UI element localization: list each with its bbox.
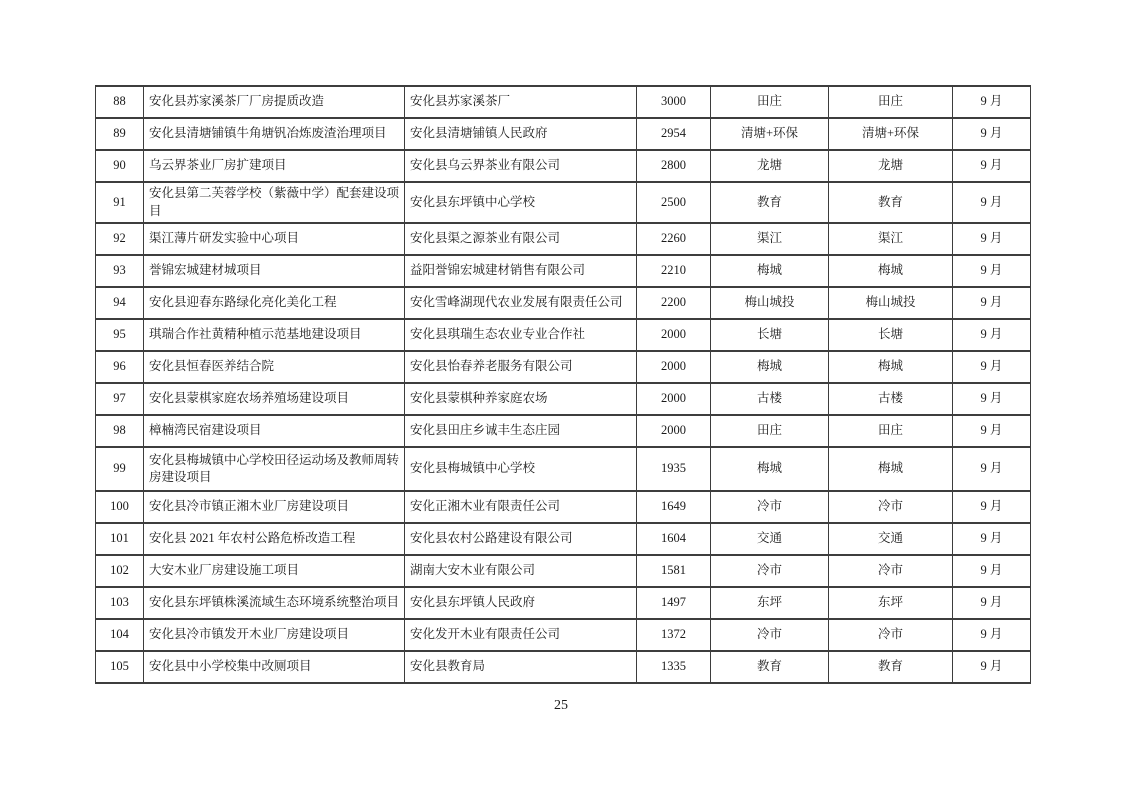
row-number-cell: 98 — [96, 415, 144, 447]
liaison-unit-cell: 梅城 — [829, 447, 953, 491]
table-row — [96, 319, 1031, 351]
project-name-cell: 安化县蒙棋家庭农场养殖场建设项目 — [144, 383, 405, 415]
owner-unit-cell: 安化县东坪镇中心学校 — [405, 182, 637, 223]
table-row — [96, 447, 1031, 491]
row-number-cell: 97 — [96, 383, 144, 415]
responsible-unit-cell: 冷市 — [711, 619, 829, 651]
owner-unit-cell: 安化县梅城镇中心学校 — [405, 447, 637, 491]
row-number-cell: 99 — [96, 447, 144, 491]
row-number-cell: 90 — [96, 150, 144, 182]
start-month-cell: 9 月 — [953, 619, 1031, 651]
row-number-cell: 93 — [96, 255, 144, 287]
responsible-unit-cell: 冷市 — [711, 555, 829, 587]
liaison-unit-cell: 冷市 — [829, 491, 953, 523]
liaison-unit-cell: 田庄 — [829, 86, 953, 118]
owner-unit-cell: 安化县东坪镇人民政府 — [405, 587, 637, 619]
amount-cell: 2500 — [637, 182, 711, 223]
start-month-cell: 9 月 — [953, 555, 1031, 587]
table-row — [96, 415, 1031, 447]
table-row — [96, 118, 1031, 150]
project-name-cell: 乌云界茶业厂房扩建项目 — [144, 150, 405, 182]
liaison-unit-cell: 清塘+环保 — [829, 118, 953, 150]
project-name-cell: 安化县第二芙蓉学校（紫薇中学）配套建设项目 — [144, 182, 405, 223]
start-month-cell: 9 月 — [953, 287, 1031, 319]
owner-unit-cell: 安化县怡春养老服务有限公司 — [405, 351, 637, 383]
project-name-cell: 安化县 2021 年农村公路危桥改造工程 — [144, 523, 405, 555]
table-row — [96, 651, 1031, 683]
row-number-cell: 105 — [96, 651, 144, 683]
liaison-unit-cell: 梅山城投 — [829, 287, 953, 319]
owner-unit-cell: 安化县渠之源茶业有限公司 — [405, 223, 637, 255]
table-row — [96, 351, 1031, 383]
project-name-cell: 安化县苏家溪茶厂厂房提质改造 — [144, 86, 405, 118]
responsible-unit-cell: 交通 — [711, 523, 829, 555]
table-row — [96, 182, 1031, 223]
owner-unit-cell: 安化县蒙棋种养家庭农场 — [405, 383, 637, 415]
amount-cell: 1335 — [637, 651, 711, 683]
row-number-cell: 96 — [96, 351, 144, 383]
project-name-cell: 大安木业厂房建设施工项目 — [144, 555, 405, 587]
amount-cell: 2000 — [637, 415, 711, 447]
row-number-cell: 95 — [96, 319, 144, 351]
row-number-cell: 102 — [96, 555, 144, 587]
row-number-cell: 91 — [96, 182, 144, 223]
owner-unit-cell: 安化县苏家溪茶厂 — [405, 86, 637, 118]
owner-unit-cell: 益阳誉锦宏城建材销售有限公司 — [405, 255, 637, 287]
owner-unit-cell: 安化县教育局 — [405, 651, 637, 683]
row-number-cell: 92 — [96, 223, 144, 255]
amount-cell: 2800 — [637, 150, 711, 182]
responsible-unit-cell: 长塘 — [711, 319, 829, 351]
owner-unit-cell: 安化发开木业有限责任公司 — [405, 619, 637, 651]
project-name-cell: 安化县中小学校集中改厕项目 — [144, 651, 405, 683]
start-month-cell: 9 月 — [953, 223, 1031, 255]
table-row — [96, 150, 1031, 182]
liaison-unit-cell: 教育 — [829, 651, 953, 683]
table-row — [96, 223, 1031, 255]
table-row — [96, 287, 1031, 319]
liaison-unit-cell: 教育 — [829, 182, 953, 223]
project-name-cell: 樟楠湾民宿建设项目 — [144, 415, 405, 447]
owner-unit-cell: 安化正湘木业有限责任公司 — [405, 491, 637, 523]
row-number-cell: 101 — [96, 523, 144, 555]
project-table — [95, 85, 1031, 684]
liaison-unit-cell: 交通 — [829, 523, 953, 555]
amount-cell: 2000 — [637, 319, 711, 351]
responsible-unit-cell: 梅山城投 — [711, 287, 829, 319]
amount-cell: 2210 — [637, 255, 711, 287]
liaison-unit-cell: 古楼 — [829, 383, 953, 415]
liaison-unit-cell: 梅城 — [829, 351, 953, 383]
liaison-unit-cell: 田庄 — [829, 415, 953, 447]
liaison-unit-cell: 东坪 — [829, 587, 953, 619]
start-month-cell: 9 月 — [953, 651, 1031, 683]
amount-cell: 1649 — [637, 491, 711, 523]
page-number: 25 — [554, 698, 568, 713]
table-row — [96, 523, 1031, 555]
owner-unit-cell: 湖南大安木业有限公司 — [405, 555, 637, 587]
project-name-cell: 安化县冷市镇发开木业厂房建设项目 — [144, 619, 405, 651]
responsible-unit-cell: 龙塘 — [711, 150, 829, 182]
table-row — [96, 555, 1031, 587]
start-month-cell: 9 月 — [953, 383, 1031, 415]
amount-cell: 1935 — [637, 447, 711, 491]
owner-unit-cell: 安化雪峰湖现代农业发展有限责任公司 — [405, 287, 637, 319]
table-row — [96, 255, 1031, 287]
start-month-cell: 9 月 — [953, 351, 1031, 383]
liaison-unit-cell: 长塘 — [829, 319, 953, 351]
project-name-cell: 安化县冷市镇正湘木业厂房建设项目 — [144, 491, 405, 523]
project-name-cell: 安化县迎春东路绿化亮化美化工程 — [144, 287, 405, 319]
amount-cell: 2200 — [637, 287, 711, 319]
liaison-unit-cell: 渠江 — [829, 223, 953, 255]
amount-cell: 1581 — [637, 555, 711, 587]
start-month-cell: 9 月 — [953, 255, 1031, 287]
start-month-cell: 9 月 — [953, 447, 1031, 491]
project-name-cell: 安化县梅城镇中心学校田径运动场及教师周转房建设项目 — [144, 447, 405, 491]
responsible-unit-cell: 梅城 — [711, 447, 829, 491]
responsible-unit-cell: 田庄 — [711, 415, 829, 447]
start-month-cell: 9 月 — [953, 587, 1031, 619]
table-row — [96, 491, 1031, 523]
responsible-unit-cell: 清塘+环保 — [711, 118, 829, 150]
amount-cell: 2000 — [637, 383, 711, 415]
liaison-unit-cell: 冷市 — [829, 555, 953, 587]
row-number-cell: 100 — [96, 491, 144, 523]
table-row — [96, 619, 1031, 651]
project-name-cell: 安化县恒春医养结合院 — [144, 351, 405, 383]
project-table-body — [96, 86, 1031, 683]
responsible-unit-cell: 东坪 — [711, 587, 829, 619]
amount-cell: 1497 — [637, 587, 711, 619]
responsible-unit-cell: 梅城 — [711, 255, 829, 287]
owner-unit-cell: 安化县琪瑞生态农业专业合作社 — [405, 319, 637, 351]
amount-cell: 2000 — [637, 351, 711, 383]
owner-unit-cell: 安化县乌云界茶业有限公司 — [405, 150, 637, 182]
amount-cell: 1372 — [637, 619, 711, 651]
liaison-unit-cell: 冷市 — [829, 619, 953, 651]
responsible-unit-cell: 田庄 — [711, 86, 829, 118]
liaison-unit-cell: 龙塘 — [829, 150, 953, 182]
start-month-cell: 9 月 — [953, 150, 1031, 182]
project-name-cell: 琪瑞合作社黄精种植示范基地建设项目 — [144, 319, 405, 351]
start-month-cell: 9 月 — [953, 491, 1031, 523]
owner-unit-cell: 安化县清塘铺镇人民政府 — [405, 118, 637, 150]
amount-cell: 3000 — [637, 86, 711, 118]
amount-cell: 2260 — [637, 223, 711, 255]
table-row — [96, 86, 1031, 118]
owner-unit-cell: 安化县农村公路建设有限公司 — [405, 523, 637, 555]
row-number-cell: 103 — [96, 587, 144, 619]
amount-cell: 2954 — [637, 118, 711, 150]
table-row — [96, 383, 1031, 415]
responsible-unit-cell: 教育 — [711, 651, 829, 683]
start-month-cell: 9 月 — [953, 319, 1031, 351]
start-month-cell: 9 月 — [953, 415, 1031, 447]
row-number-cell: 94 — [96, 287, 144, 319]
owner-unit-cell: 安化县田庄乡诚丰生态庄园 — [405, 415, 637, 447]
responsible-unit-cell: 冷市 — [711, 491, 829, 523]
row-number-cell: 89 — [96, 118, 144, 150]
start-month-cell: 9 月 — [953, 118, 1031, 150]
project-name-cell: 誉锦宏城建材城项目 — [144, 255, 405, 287]
row-number-cell: 88 — [96, 86, 144, 118]
row-number-cell: 104 — [96, 619, 144, 651]
responsible-unit-cell: 梅城 — [711, 351, 829, 383]
responsible-unit-cell: 渠江 — [711, 223, 829, 255]
start-month-cell: 9 月 — [953, 182, 1031, 223]
table-row — [96, 587, 1031, 619]
project-name-cell: 渠江薄片研发实验中心项目 — [144, 223, 405, 255]
start-month-cell: 9 月 — [953, 86, 1031, 118]
responsible-unit-cell: 古楼 — [711, 383, 829, 415]
responsible-unit-cell: 教育 — [711, 182, 829, 223]
project-name-cell: 安化县东坪镇株溪流域生态环境系统整治项目 — [144, 587, 405, 619]
liaison-unit-cell: 梅城 — [829, 255, 953, 287]
start-month-cell: 9 月 — [953, 523, 1031, 555]
project-name-cell: 安化县清塘铺镇牛角塘钒冶炼废渣治理项目 — [144, 118, 405, 150]
amount-cell: 1604 — [637, 523, 711, 555]
